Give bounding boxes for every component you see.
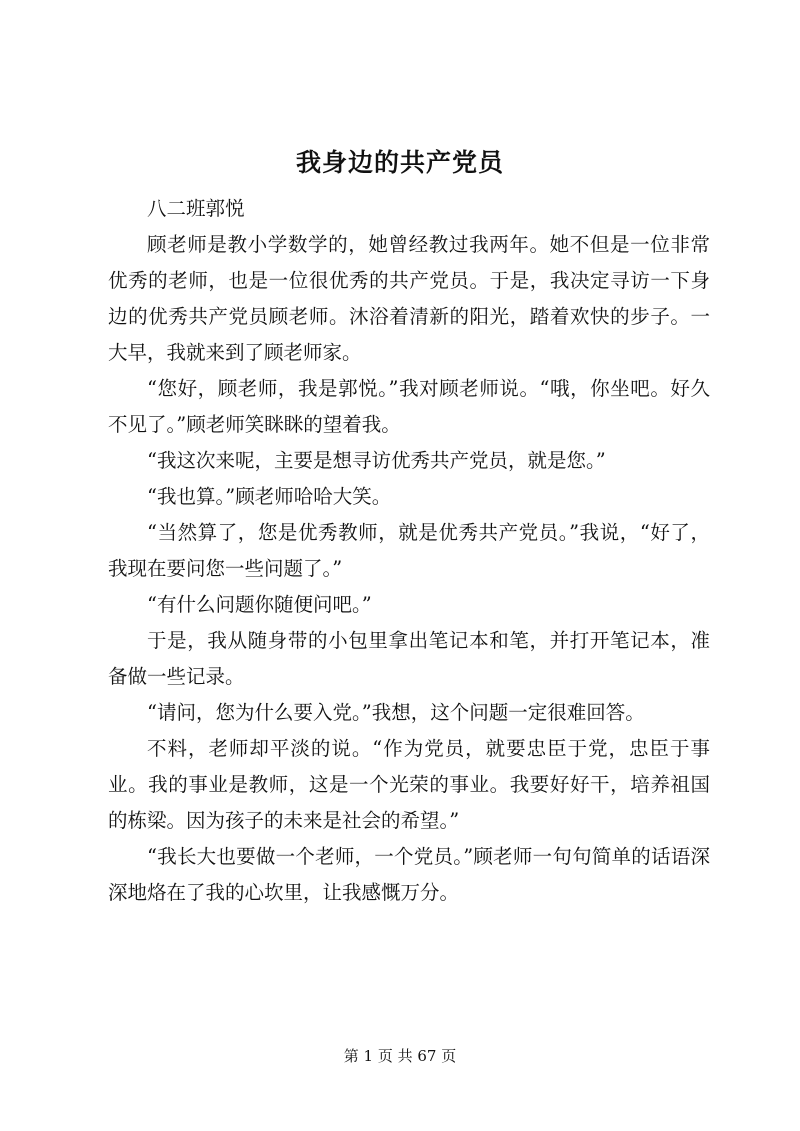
paragraph: “当然算了，您是优秀教师，就是优秀共产党员。”我说，“好了，我现在要问您一些问题了。” (108, 521, 710, 580)
paragraph: 于是，我从随身带的小包里拿出笔记本和笔，并打开笔记本，准备做一些记录。 (108, 629, 710, 688)
document-body (108, 191, 710, 911)
paragraph: “我长大也要做一个老师，一个党员。”顾老师一句句简单的话语深深地烙在了我的心坎里，让我感慨万分。 (108, 845, 710, 904)
page-title: 我身边的共产党员 (295, 148, 504, 177)
paragraph: 不料，老师却平淡的说。“作为党员，就要忠臣于党，忠臣于事业。我的事业是教师，这是一个光荣的事业。我要好好干，培养祖国的栋梁。因为孩子的未来是社会的希望。” (108, 737, 710, 832)
paragraph: “我这次来呢，主要是想寻访优秀共产党员，就是您。” (147, 449, 606, 472)
page-number-footer: 第 1 页 共 67 页 (343, 1047, 457, 1065)
paragraph: “有什么问题你随便问吧。” (147, 593, 372, 616)
paragraph: “请问，您为什么要入党。”我想，这个问题一定很难回答。 (147, 701, 645, 724)
paragraph: 顾老师是教小学数学的，她曾经教过我两年。她不但是一位非常优秀的老师，也是一位很优秀的共产党员。于是，我决定寻访一下身边的优秀共产党员顾老师。沐浴着清新的阳光，踏着欢快的步子。一大早，我就来到了顾老师家。 (108, 233, 710, 364)
paragraph: “我也算。”顾老师哈哈大笑。 (147, 485, 392, 508)
author-line: 八二班郭悦 (147, 197, 245, 220)
paragraph: “您好，顾老师，我是郭悦。”我对顾老师说。“哦，你坐吧。好久不见了。”顾老师笑眯眯的望着我。 (108, 377, 710, 436)
